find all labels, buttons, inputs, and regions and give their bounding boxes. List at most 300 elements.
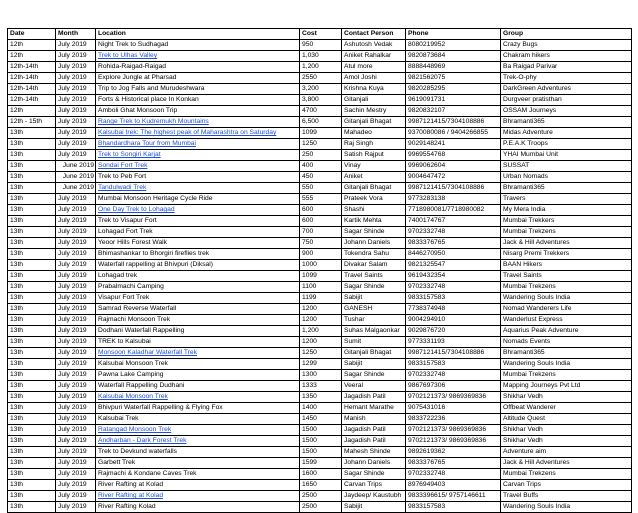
cell-location: Trek to Peb Fort (96, 172, 300, 183)
cell-phone: 9702121373/ 9869369836 (406, 425, 501, 436)
cell-month: July 2019 (56, 95, 96, 106)
cell-location-link[interactable]: One Day Trek to Lohagad (96, 205, 300, 216)
cell-month: July 2019 (56, 128, 96, 139)
table-row (8, 315, 632, 326)
cell-month: July 2019 (56, 260, 96, 271)
cell-phone: 9004647472 (406, 172, 501, 183)
cell-date: 13th (8, 293, 56, 304)
cell-phone: 9773331193 (406, 337, 501, 348)
cell-contact-person: Mahesh Shinde (342, 447, 406, 458)
cell-month: July 2019 (56, 447, 96, 458)
cell-location-link[interactable]: Trek to Ulhas Valley (96, 51, 300, 62)
cell-cost: 750 (300, 238, 342, 249)
cell-contact-person: Jagadish Patil (342, 425, 406, 436)
cell-cost: 1400 (300, 403, 342, 414)
cell-month: July 2019 (56, 348, 96, 359)
table-row (8, 216, 632, 227)
cell-cost: 3,200 (300, 84, 342, 95)
cell-location: Rohida-Raigad-Raigad (96, 62, 300, 73)
cell-phone: 9820285295 (406, 84, 501, 95)
cell-cost: 1200 (300, 304, 342, 315)
cell-contact-person: Kartik Mehta (342, 216, 406, 227)
cell-month: July 2019 (56, 458, 96, 469)
cell-cost: 1300 (300, 370, 342, 381)
cell-month: July 2019 (56, 117, 96, 128)
cell-location: Pawna Lake Camping (96, 370, 300, 381)
table-row (8, 392, 632, 403)
cell-date: 13th (8, 436, 56, 447)
cell-group: Ba Raigad Parivar (501, 62, 632, 73)
cell-phone: 9029148241 (406, 139, 501, 150)
cell-cost: 2500 (300, 491, 342, 502)
cell-month: July 2019 (56, 425, 96, 436)
cell-phone: 9987121415/7304108886 (406, 348, 501, 359)
cell-contact-person: Sabijit (342, 293, 406, 304)
cell-location: Samrad Reverse Waterfall (96, 304, 300, 315)
cell-month: July 2019 (56, 139, 96, 150)
cell-location: Trip to Jog Falls and Murudeshwara (96, 84, 300, 95)
cell-date: 13th (8, 238, 56, 249)
table-row (8, 117, 632, 128)
table-row (8, 491, 632, 502)
cell-cost: 6,500 (300, 117, 342, 128)
cell-cost: 1500 (300, 436, 342, 447)
cell-cost: 1250 (300, 348, 342, 359)
cell-phone: 9833396615/ 9757146611 (406, 491, 501, 502)
cell-contact-person: Johann Daniels (342, 238, 406, 249)
cell-month: July 2019 (56, 150, 96, 161)
table-row (8, 326, 632, 337)
cell-group: Altitude Quest (501, 414, 632, 425)
cell-contact-person: Travel Saints (342, 271, 406, 282)
cell-date: 13th (8, 480, 56, 491)
cell-location-link[interactable]: Sondai Fort Trek (96, 161, 300, 172)
cell-location: River Rafting at Kolad (96, 480, 300, 491)
table-row (8, 403, 632, 414)
cell-date: 13th (8, 282, 56, 293)
cell-date: 13th (8, 249, 56, 260)
cell-month: July 2019 (56, 216, 96, 227)
table-row (8, 161, 632, 172)
cell-month: July 2019 (56, 469, 96, 480)
cell-group: Bhramanti365 (501, 348, 632, 359)
cell-month: July 2019 (56, 392, 96, 403)
table-row (8, 348, 632, 359)
cell-contact-person: Prateek Vora (342, 194, 406, 205)
cell-location: Explore Jungle at Pharsad (96, 73, 300, 84)
cell-date: 13th (8, 458, 56, 469)
cell-date: 13th (8, 150, 56, 161)
cell-group: P.E.A.K Troops (501, 139, 632, 150)
cell-location: Kalsubai Monsoon Trek (96, 359, 300, 370)
cell-cost: 1650 (300, 480, 342, 491)
cell-contact-person: Johann Daniels (342, 458, 406, 469)
cell-month: July 2019 (56, 40, 96, 51)
cell-location-link[interactable]: Range Trek to Kudremukh Mountains (96, 117, 300, 128)
cell-month: July 2019 (56, 436, 96, 447)
table-row (8, 469, 632, 480)
cell-group: Mumbai Trekzens (501, 469, 632, 480)
cell-location: Trek to Visapur Fort (96, 216, 300, 227)
cell-phone: 9370080086 / 9404266855 (406, 128, 501, 139)
cell-phone: 7400174767 (406, 216, 501, 227)
cell-location: Yeoor Hills Forest Walk (96, 238, 300, 249)
cell-date: 13th (8, 381, 56, 392)
cell-month: July 2019 (56, 194, 96, 205)
cell-month: July 2019 (56, 205, 96, 216)
cell-cost: 1200 (300, 315, 342, 326)
cell-date: 13th (8, 216, 56, 227)
cell-cost: 1500 (300, 425, 342, 436)
cell-location-link[interactable]: Ratangad Monsoon Trek (96, 425, 300, 436)
cell-group: Mumbai Trekzens (501, 282, 632, 293)
cell-phone: 9702121373/ 9869369836 (406, 436, 501, 447)
cell-phone: 9867697306 (406, 381, 501, 392)
table-row (8, 271, 632, 282)
cell-month: July 2019 (56, 403, 96, 414)
table-row (8, 425, 632, 436)
cell-cost: 1,200 (300, 326, 342, 337)
cell-phone: 7718980081/7718980082 (406, 205, 501, 216)
cell-group: SUSSAT (501, 161, 632, 172)
cell-date: 13th (8, 392, 56, 403)
table-row (8, 84, 632, 95)
table-row (8, 359, 632, 370)
table-row (8, 337, 632, 348)
table-row (8, 447, 632, 458)
cell-month: July 2019 (56, 359, 96, 370)
cell-month: July 2019 (56, 227, 96, 238)
cell-location: Rajmachi Monsoon Trek (96, 315, 300, 326)
cell-month: July 2019 (56, 414, 96, 425)
cell-group: Durgveer pratisthan (501, 95, 632, 106)
cell-cost: 600 (300, 205, 342, 216)
cell-phone: 8446270950 (406, 249, 501, 260)
cell-phone: 9702121373/ 9869369836 (406, 392, 501, 403)
table-row (8, 293, 632, 304)
table-row (8, 73, 632, 84)
cell-date: 13th (8, 304, 56, 315)
cell-phone: 9619432354 (406, 271, 501, 282)
cell-location-link[interactable]: Trek to Songiri Karjat (96, 150, 300, 161)
cell-cost: 1333 (300, 381, 342, 392)
cell-contact-person: Aniket (342, 172, 406, 183)
table-row (8, 62, 632, 73)
cell-date: 13th (8, 337, 56, 348)
cell-date: 13th (8, 260, 56, 271)
cell-phone: 9820873684 (406, 51, 501, 62)
cell-contact-person: Raj Singh (342, 139, 406, 150)
cell-phone: 9821562075 (406, 73, 501, 84)
cell-cost: 1350 (300, 392, 342, 403)
cell-contact-person: Sachin Mestry (342, 106, 406, 117)
cell-location-link[interactable]: Kalsubai Monsoon Trek (96, 392, 300, 403)
cell-contact-person: Ashutosh Vedak (342, 40, 406, 51)
cell-contact-person: GANESH (342, 304, 406, 315)
cell-location: Waterfall Rappelling Dudhani (96, 381, 300, 392)
table-row (8, 238, 632, 249)
cell-location: Waterfall rappelling at Bhivpuri (Diksal) (96, 260, 300, 271)
cell-date: 13th (8, 425, 56, 436)
column-header-location: Location (96, 29, 300, 40)
cell-contact-person: Vinay (342, 161, 406, 172)
cell-cost: 550 (300, 183, 342, 194)
cell-contact-person: Gitanjali (342, 95, 406, 106)
cell-location: Mumbai Monsoon Heritage Cycle Ride (96, 194, 300, 205)
cell-contact-person: Carvan Trips (342, 480, 406, 491)
cell-contact-person: Satish Rajput (342, 150, 406, 161)
cell-cost: 1,200 (300, 62, 342, 73)
cell-date: 12th-14th (8, 95, 56, 106)
cell-cost: 4700 (300, 106, 342, 117)
cell-phone: 9987121415/7304108886 (406, 117, 501, 128)
cell-location-link[interactable]: River Rafting at Kolad (96, 491, 300, 502)
table-row (8, 282, 632, 293)
cell-contact-person: Tokendra Sahu (342, 249, 406, 260)
cell-group: Mapping Journeys Pvt Ltd (501, 381, 632, 392)
cell-month: June 2019 (56, 172, 96, 183)
cell-date: 13th (8, 194, 56, 205)
cell-cost: 3,800 (300, 95, 342, 106)
cell-location-link[interactable]: Bhandardhara Tour from Mumbai (96, 139, 300, 150)
cell-month: June 2019 (56, 161, 96, 172)
cell-location: Dodhani Waterfall Rappelling (96, 326, 300, 337)
cell-phone: 9075431016 (406, 403, 501, 414)
cell-group: Travel Saints (501, 271, 632, 282)
cell-date: 12th (8, 40, 56, 51)
cell-date: 12th-14th (8, 84, 56, 95)
table-row (8, 304, 632, 315)
cell-date: 13th (8, 348, 56, 359)
column-header-group: Group (501, 29, 632, 40)
cell-contact-person: Sumit (342, 337, 406, 348)
cell-date: 12th-14th (8, 62, 56, 73)
table-row (8, 51, 632, 62)
cell-group: Offbeat Wanderer (501, 403, 632, 414)
cell-date: 13th (8, 161, 56, 172)
cell-date: 13th (8, 326, 56, 337)
cell-cost: 1100 (300, 282, 342, 293)
cell-group: Wanderlust Express (501, 315, 632, 326)
cell-group: Wandering Souls India (501, 502, 632, 513)
cell-cost: 1599 (300, 458, 342, 469)
column-header-month: Month (56, 29, 96, 40)
cell-date: 13th (8, 359, 56, 370)
cell-cost: 900 (300, 249, 342, 260)
cell-phone: 7738374948 (406, 304, 501, 315)
table-row (8, 205, 632, 216)
cell-group: Aquarius Peak Adventure (501, 326, 632, 337)
cell-group: Nomads Events (501, 337, 632, 348)
cell-phone: 8080219952 (406, 40, 501, 51)
table-row (8, 249, 632, 260)
cell-cost: 250 (300, 150, 342, 161)
cell-date: 13th (8, 227, 56, 238)
cell-date: 13th (8, 403, 56, 414)
cell-date: 13th (8, 414, 56, 425)
cell-contact-person: Sabijit (342, 359, 406, 370)
cell-group: BAAN Hikers (501, 260, 632, 271)
cell-month: July 2019 (56, 271, 96, 282)
cell-location: Lohagad Fort Trek (96, 227, 300, 238)
cell-month: July 2019 (56, 84, 96, 95)
table-row (8, 139, 632, 150)
cell-contact-person: Gitanjali Bhagat (342, 348, 406, 359)
cell-month: July 2019 (56, 480, 96, 491)
cell-group: Shikhar Vedh (501, 392, 632, 403)
cell-phone: 8976949403 (406, 480, 501, 491)
cell-group: Jack & Hill Adventures (501, 238, 632, 249)
cell-date: 13th (8, 469, 56, 480)
cell-month: July 2019 (56, 326, 96, 337)
cell-month: July 2019 (56, 238, 96, 249)
cell-phone: 9892619362 (406, 447, 501, 458)
cell-cost: 1099 (300, 128, 342, 139)
cell-location-link[interactable]: Tandulwadi Trek (96, 183, 300, 194)
cell-phone: 9004294910 (406, 315, 501, 326)
cell-cost: 2550 (300, 73, 342, 84)
cell-contact-person: Gitanjali Bhagat (342, 183, 406, 194)
cell-cost: 1,030 (300, 51, 342, 62)
cell-group: Wandering Souls India (501, 359, 632, 370)
cell-location: Bhimashankar to Bhorgiri fireflies trek (96, 249, 300, 260)
cell-contact-person: Atul more (342, 62, 406, 73)
cell-location: Rajmachi & Kondane Caves Trek (96, 469, 300, 480)
cell-date: 13th (8, 315, 56, 326)
cell-phone: 9833376765 (406, 458, 501, 469)
cell-group: Travel Buffs (501, 491, 632, 502)
cell-month: July 2019 (56, 315, 96, 326)
cell-location: Trek to Devkund waterfalls (96, 447, 300, 458)
cell-group: Nomad Wanderers Life (501, 304, 632, 315)
cell-phone: 9969062604 (406, 161, 501, 172)
table-row (8, 227, 632, 238)
cell-group: Bhramanti365 (501, 117, 632, 128)
cell-contact-person: Jagadish Patil (342, 392, 406, 403)
table-row (8, 436, 632, 447)
cell-month: July 2019 (56, 491, 96, 502)
table-row (8, 183, 632, 194)
cell-group: YHAI Mumbai Unit (501, 150, 632, 161)
table-row (8, 502, 632, 513)
cell-contact-person: Sagar Shinde (342, 370, 406, 381)
cell-location-link[interactable]: Andharban - Dark Forest Trek (96, 436, 300, 447)
cell-group: My Mera India (501, 205, 632, 216)
cell-cost: 450 (300, 172, 342, 183)
cell-group: OSSAM Journeys (501, 106, 632, 117)
cell-location: Prabalmachi Camping (96, 282, 300, 293)
cell-cost: 1000 (300, 260, 342, 271)
cell-month: July 2019 (56, 304, 96, 315)
column-header-cost: Cost (300, 29, 342, 40)
cell-group: Trek-O-phy (501, 73, 632, 84)
cell-date: 12th (8, 51, 56, 62)
cell-cost: 2500 (300, 502, 342, 513)
cell-date: 13th (8, 128, 56, 139)
table-row (8, 172, 632, 183)
cell-date: 13th (8, 502, 56, 513)
cell-contact-person: Gitanjali Bhagat (342, 117, 406, 128)
cell-phone: 9987121415/7304108886 (406, 183, 501, 194)
cell-group: Shikhar Vedh (501, 425, 632, 436)
cell-contact-person: Tushar (342, 315, 406, 326)
cell-contact-person: Sabijit (342, 502, 406, 513)
cell-phone: 9773283138 (406, 194, 501, 205)
cell-group: Mumbai Trekkers (501, 216, 632, 227)
cell-cost: 1600 (300, 469, 342, 480)
cell-cost: 1200 (300, 337, 342, 348)
cell-phone: 9833722236 (406, 414, 501, 425)
cell-group: Crazy Bugs (501, 40, 632, 51)
cell-month: July 2019 (56, 249, 96, 260)
cell-phone: 9702332748 (406, 469, 501, 480)
cell-contact-person: Amol Joshi (342, 73, 406, 84)
table-row (8, 40, 632, 51)
cell-month: July 2019 (56, 51, 96, 62)
table-row (8, 381, 632, 392)
cell-contact-person: Divakar Salam (342, 260, 406, 271)
cell-cost: 555 (300, 194, 342, 205)
cell-contact-person: Krishna Kuya (342, 84, 406, 95)
cell-contact-person: Mahadeo (342, 128, 406, 139)
cell-group: Midas Adventure (501, 128, 632, 139)
cell-contact-person: Sagar Shinde (342, 469, 406, 480)
cell-date: 13th (8, 491, 56, 502)
cell-phone: 9833157583 (406, 502, 501, 513)
cell-group: Urban Nomads (501, 172, 632, 183)
cell-cost: 1450 (300, 414, 342, 425)
table-row (8, 480, 632, 491)
cell-phone: 9702332748 (406, 282, 501, 293)
cell-location: TREK to Kalsubai (96, 337, 300, 348)
cell-group: DarkGreen Adventures (501, 84, 632, 95)
cell-cost: 700 (300, 227, 342, 238)
table-row (8, 106, 632, 117)
cell-month: July 2019 (56, 73, 96, 84)
cell-date: 12th-14th (8, 73, 56, 84)
cell-cost: 1299 (300, 359, 342, 370)
cell-cost: 1199 (300, 293, 342, 304)
cell-contact-person: Sagar Shinde (342, 282, 406, 293)
cell-cost: 1250 (300, 139, 342, 150)
cell-date: 12th - 15th (8, 117, 56, 128)
cell-group: Carvan Trips (501, 480, 632, 491)
table-row (8, 95, 632, 106)
cell-date: 13th (8, 271, 56, 282)
cell-location: Kalsubai Trek (96, 414, 300, 425)
cell-group: Jack & Hill Adventures (501, 458, 632, 469)
cell-location-link[interactable]: Kalsubai trek: The highest peak of Maharashtra on Saturday (96, 128, 300, 139)
cell-date: 13th (8, 183, 56, 194)
cell-location: Bhivpuri Waterfall Rappelling & Flying Fox (96, 403, 300, 414)
cell-phone: 9029876720 (406, 326, 501, 337)
cell-cost: 1500 (300, 447, 342, 458)
cell-group: Chakram hikers (501, 51, 632, 62)
cell-contact-person: Veeral (342, 381, 406, 392)
cell-location: Garbett Trek (96, 458, 300, 469)
cell-group: Bhramanti365 (501, 183, 632, 194)
cell-cost: 400 (300, 161, 342, 172)
cell-date: 13th (8, 370, 56, 381)
cell-cost: 1099 (300, 271, 342, 282)
cell-phone: 9969554768 (406, 150, 501, 161)
cell-contact-person: Hemant Marathe (342, 403, 406, 414)
cell-cost: 950 (300, 40, 342, 51)
cell-group: Adventure aim (501, 447, 632, 458)
cell-group: Travers (501, 194, 632, 205)
cell-contact-person: Sagar Shinde (342, 227, 406, 238)
cell-location-link[interactable]: Monsoon Kaladhar Waterfall Trek (96, 348, 300, 359)
